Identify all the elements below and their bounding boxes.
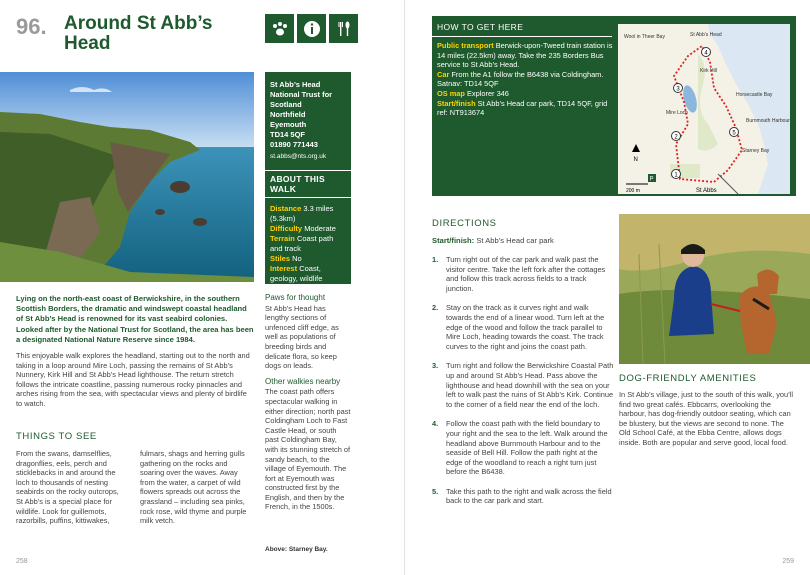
about-key: Terrain [270,234,295,243]
things-to-see-heading: THINGS TO SEE [16,431,97,442]
north-label: N [633,157,638,163]
other-walkies-heading: Other walkies nearby [265,376,341,386]
intro-paragraph: Lying on the north-east coast of Berwickshire, in the southern Scottish Borders, the dramatic and windswept coastal headland of St Abb’s Head is renowned for its vast seabird colonies. Looked after by the National Trust for Scotland, the area has been a designated National Nature Reserve since 1984. [16,294,254,344]
how-key: Car [437,69,450,79]
map-marker-2: 2 [674,134,678,141]
things-to-see-col-2: fulmars, shags and herring gulls gathering on the rocks and soaring over the waves. Away from the water, a carpet of wild flowers spreads out across the grassland – including sea pinks, rock rose, wild thyme and purple milk vetch. [140,449,247,526]
other-walkies-text: The coast path offers spectacular walking in either direction; north past Coldingham Loch to Fast Castle Head, or south past Coldingham Bay, with its stunning stretch of sandy beach, to the village of Eyemouth. The fort at Eyemouth was constructed first by the English, and then by the French, in the 1500s. [265,387,351,512]
about-value: 3.3 miles (5.3km) [270,204,334,223]
map-marker-1: 1 [674,172,678,179]
direction-step: 4. Follow the coast path with the field boundary to your right and the sea to the left. Walk around the headland above Burnmouth Harbour and to the seaside of Bell Hill. Follow the path right at the edge of the woodland to reach a right turn just before the B6438. [432,419,608,477]
how-heading: HOW TO GET HERE [432,16,612,37]
paws-text: St Abb’s Head has lengthy sections of unfenced cliff edge, as well as populations of breeding birds and delicate flora, so keep dogs on leads. [265,303,339,371]
feature-icons [265,14,358,43]
about-item [270,224,346,234]
about-value: Coast, geology, wildlife [270,264,323,283]
start-value: St Abb’s Head car park [476,236,554,245]
about-item [270,234,346,254]
contact-line: Northfield [270,110,306,119]
route-map [618,24,790,194]
directions-steps [432,255,614,516]
how-transport [437,41,615,70]
coastline-photo [0,72,254,282]
contact-line: Eyemouth [270,120,307,129]
how-value: From the A1 follow the B6438 via Coldingham. Satnav: TD14 5QF [437,69,604,89]
paws-heading: Paws for thought [265,293,326,302]
contact-email[interactable]: st.abbs@nts.org.uk [270,153,327,160]
direction-step: 1. Turn right out of the car park and walk past the visitor centre. Take the left fork after the cottages and follow this track across fields to a track junction. [432,255,606,293]
how-car [437,70,615,89]
dog-amenities-heading: DOG-FRIENDLY AMENITIES [619,373,757,384]
direction-step: 3. Turn right and follow the Berwickshire Coastal Path up and around St Abb’s Head. Pass above the lighthouse and head downhill with the sea on your left to walk past the ruins of St Abb’s Kirk. Continue to the corner of a field near the end of the loch. [432,361,614,409]
about-key: Difficulty [270,224,303,233]
how-value: Explorer 346 [467,88,509,98]
directions-heading: DIRECTIONS [432,218,497,229]
map-label-mire-loch: Mire Loch [666,110,688,116]
map-label-burnmouth: Burnmouth Harbour [746,118,790,124]
how-key: Start/finish [437,98,476,108]
direction-step: 5. Take this path to the right and walk across the field back to the car park and start. [432,486,612,506]
paw-icon [265,14,294,43]
contact-line: Scotland [270,100,302,109]
walk-number: 96. [16,14,47,39]
map-label-wool-bay: Wool in Theer Bay [624,34,665,40]
how-value: Berwick-upon-Tweed train station is 14 miles (22.5km) away. Take the 235 Borders Bus service to St Abb’s Head. [437,41,613,70]
map-marker-3: 3 [676,86,680,93]
photo-caption: Above: Starney Bay. [265,546,328,553]
page-number-left: 258 [16,558,28,565]
contact-details [265,72,351,162]
dog-amenities-text: In St Abb’s village, just to the south of this walk, you’ll find two great cafés. Ebbcarrs, overlooking the harbour, has dog-friendly outdoor seating, which can be blustery, but the views are second to none. The Old School Café, at the Ebba Centre, allows dogs inside. Both are popular and serve good, local food. [619,390,794,447]
parking-icon: P [649,176,654,183]
about-value: Coast path and track [270,234,334,253]
how-to-get-here-box [432,16,796,196]
directions-start [432,236,554,245]
map-label-village: St Abbs [696,188,717,194]
contact-line: TD14 5QF [270,130,306,139]
about-value: Moderate [304,224,336,233]
cutlery-icon [329,14,358,43]
about-key: Interest [270,264,298,273]
direction-step: 2. Stay on the track as it curves right and walk towards the end of a linear wood. Turn left at the edge of the wood and follow the track parallel to Mire Loch, heading towards the coast. The track curves to the right and joins the coast path. [432,303,605,351]
map-label-starney: Starney Bay [742,148,770,154]
about-key: Distance [270,204,302,213]
sidebar-notes [265,293,351,518]
map-marker-4: 4 [704,50,708,57]
how-list [437,41,615,118]
contact-line: National Trust for [270,90,333,99]
page-number-right: 259 [782,558,794,565]
map-label-kirk-hill: Kirk Hill [700,68,717,74]
things-to-see-col-1: From the swans, damselflies, dragonflies, eels, perch and sticklebacks in and around the loch to thousands of nesting seabirds on the rocky outcrops, St Abb’s is a special place for wildlife. Look for guillemots, razorbills, puffins, kittiwakes, [16,449,119,526]
how-key: Public transport [437,41,494,50]
start-key: Start/finish: [432,236,475,245]
right-page [405,0,810,575]
map-marker-5: 5 [732,130,736,137]
body-paragraph: This enjoyable walk explores the headland, starting out to the north and taking in a loop around Mire Loch, passing the remains of St Abb’s Nunnery, Kirk Hill and St Abb’s Head lighthouse. The return stretch follows the intricate coastline, passing numerous rocky pinnacles and arches rising from the sea, with spectacular views and plenty of birdlife to watch. [16,351,250,408]
how-start [437,99,615,118]
about-heading: ABOUT THIS WALK [265,170,351,198]
about-list [265,198,351,284]
walk-info-box [265,72,351,284]
contact-phone: 01890 771443 [270,140,318,149]
map-label-st-abbs-head: St Abb’s Head [690,32,722,38]
contact-line: St Abb’s Head [270,80,321,89]
map-scale: 200 m [626,188,640,194]
info-icon [297,14,326,43]
map-label-horsecastle: Horsecastle Bay [736,92,773,98]
about-item [270,204,346,224]
how-os [437,89,615,99]
walk-title: Around St Abb’s Head [64,13,213,54]
how-key: OS map [437,88,465,98]
about-item [270,254,346,264]
dog-walker-photo [619,214,810,364]
how-value: St Abb’s Head car park, TD14 5QF, grid ref: NT913674 [437,98,608,118]
about-item [270,264,346,284]
about-value: No [292,254,302,263]
about-key: Stiles [270,254,291,263]
